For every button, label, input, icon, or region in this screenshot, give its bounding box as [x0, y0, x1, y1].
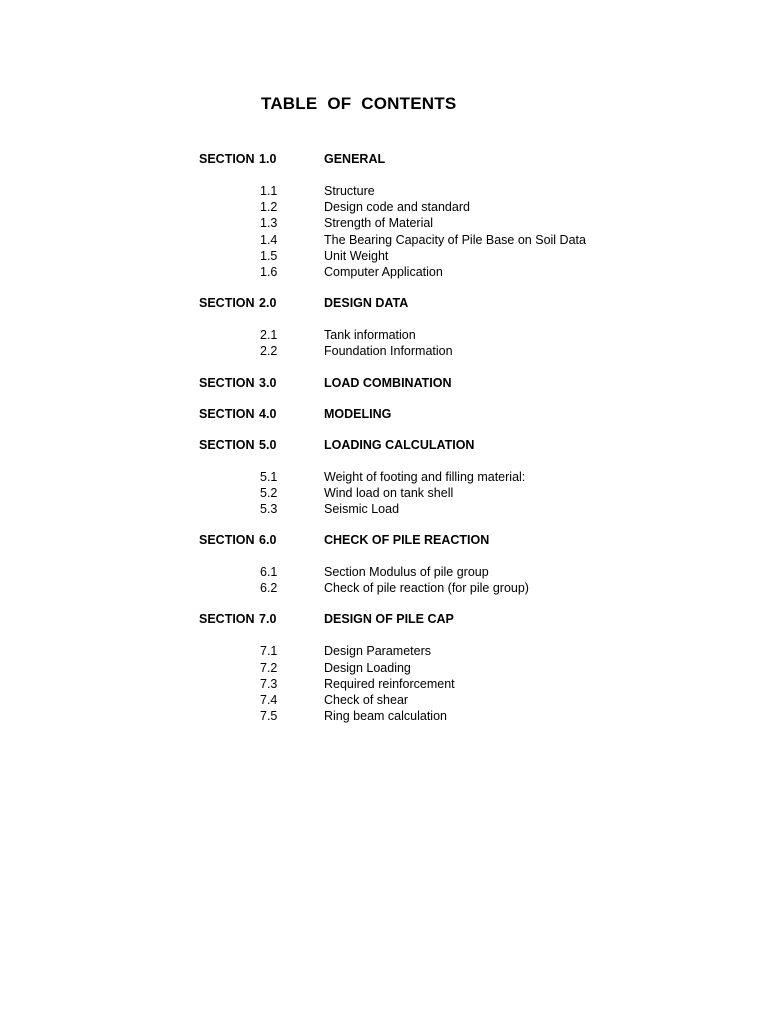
- section-number: SECTION 2.0: [199, 296, 277, 311]
- subsection-number: 5.3: [260, 501, 278, 516]
- subsection-number: 7.2: [260, 660, 278, 675]
- subsection-number: 7.5: [260, 709, 278, 724]
- toc-section: [0, 376, 768, 392]
- subsection-number: 1.6: [260, 264, 278, 279]
- subsection-title: Wind load on tank shell: [324, 485, 454, 500]
- subsection-title: Foundation Information: [324, 344, 453, 359]
- page-title: TABLE OF CONTENTS: [261, 94, 457, 113]
- subsection-list: [0, 184, 768, 281]
- section-heading-row: [0, 376, 768, 392]
- subsection-entry: [0, 328, 768, 344]
- subsection-number: 7.4: [260, 693, 278, 707]
- toc-section: [0, 152, 768, 281]
- subsection-title: Design Loading: [324, 660, 411, 675]
- subsection-number: 1.5: [260, 248, 278, 263]
- section-heading-row: [0, 533, 768, 549]
- subsection-number: 6.2: [260, 581, 278, 596]
- subsection-entry: [0, 709, 768, 725]
- subsection-title: Tank information: [324, 328, 416, 343]
- subsection-title: The Bearing Capacity of Pile Base on Soil Data: [324, 232, 586, 247]
- subsection-number: 1.3: [260, 216, 278, 231]
- section-heading-row: [0, 612, 768, 628]
- subsection-number: 1.1: [260, 184, 278, 198]
- section-title: GENERAL: [324, 152, 386, 166]
- section-number: SECTION 3.0: [199, 375, 277, 390]
- subsection-list: [0, 328, 768, 360]
- subsection-title: Section Modulus of pile group: [324, 565, 489, 580]
- section-number: SECTION 5.0: [199, 437, 277, 452]
- subsection-entry: [0, 486, 768, 502]
- section-title: LOAD COMBINATION: [324, 375, 452, 390]
- subsection-number: 1.2: [260, 200, 278, 215]
- subsection-number: 7.3: [260, 676, 278, 691]
- subsection-number: 7.1: [260, 644, 278, 659]
- subsection-entry: [0, 344, 768, 360]
- subsection-title: Required reinforcement: [324, 676, 455, 691]
- section-heading-row: [0, 152, 768, 168]
- subsection-title: Weight of footing and filling material:: [324, 469, 526, 484]
- subsection-title: Check of shear: [324, 693, 409, 707]
- subsection-title: Seismic Load: [324, 501, 400, 516]
- section-number: SECTION 7.0: [199, 612, 277, 627]
- subsection-title: Unit Weight: [324, 248, 389, 263]
- subsection-title: Computer Application: [324, 264, 443, 279]
- section-title: CHECK OF PILE REACTION: [324, 533, 490, 548]
- subsection-list: [0, 644, 768, 725]
- subsection-number: 6.1: [260, 565, 278, 580]
- subsection-title: Check of pile reaction (for pile group): [324, 581, 529, 596]
- subsection-number: 2.1: [260, 328, 278, 343]
- section-number: SECTION 6.0: [199, 533, 277, 548]
- section-title: DESIGN DATA: [324, 296, 409, 311]
- subsection-number: 1.4: [260, 232, 278, 247]
- table-of-contents: [0, 152, 768, 740]
- section-heading-row: [0, 438, 768, 454]
- subsection-number: 5.2: [260, 485, 278, 500]
- toc-section: [0, 296, 768, 360]
- subsection-entry: [0, 677, 768, 693]
- section-title: DESIGN OF PILE CAP: [324, 612, 454, 627]
- subsection-entry: [0, 265, 768, 281]
- subsection-entry: [0, 216, 768, 232]
- subsection-number: 2.2: [260, 344, 278, 359]
- section-heading-row: [0, 296, 768, 312]
- subsection-entry: [0, 502, 768, 518]
- section-number: SECTION 1.0: [199, 152, 277, 166]
- subsection-entry: [0, 581, 768, 597]
- toc-section: [0, 438, 768, 519]
- subsection-entry: [0, 184, 768, 200]
- subsection-title: Design Parameters: [324, 644, 431, 659]
- subsection-entry: [0, 200, 768, 216]
- subsection-list: [0, 565, 768, 597]
- toc-section: [0, 533, 768, 597]
- section-title: MODELING: [324, 406, 392, 421]
- subsection-title: Strength of Material: [324, 216, 434, 231]
- subsection-entry: [0, 565, 768, 581]
- subsection-entry: [0, 249, 768, 265]
- toc-section: [0, 612, 768, 725]
- subsection-entry: [0, 470, 768, 486]
- subsection-title: Structure: [324, 184, 375, 198]
- subsection-entry: [0, 693, 768, 709]
- section-heading-row: [0, 407, 768, 423]
- toc-section: [0, 407, 768, 423]
- subsection-entry: [0, 233, 768, 249]
- subsection-list: [0, 470, 768, 519]
- section-number: SECTION 4.0: [199, 406, 277, 421]
- section-title: LOADING CALCULATION: [324, 437, 475, 452]
- subsection-number: 5.1: [260, 469, 278, 484]
- subsection-title: Design code and standard: [324, 200, 470, 215]
- subsection-title: Ring beam calculation: [324, 709, 447, 724]
- subsection-entry: [0, 644, 768, 660]
- subsection-entry: [0, 661, 768, 677]
